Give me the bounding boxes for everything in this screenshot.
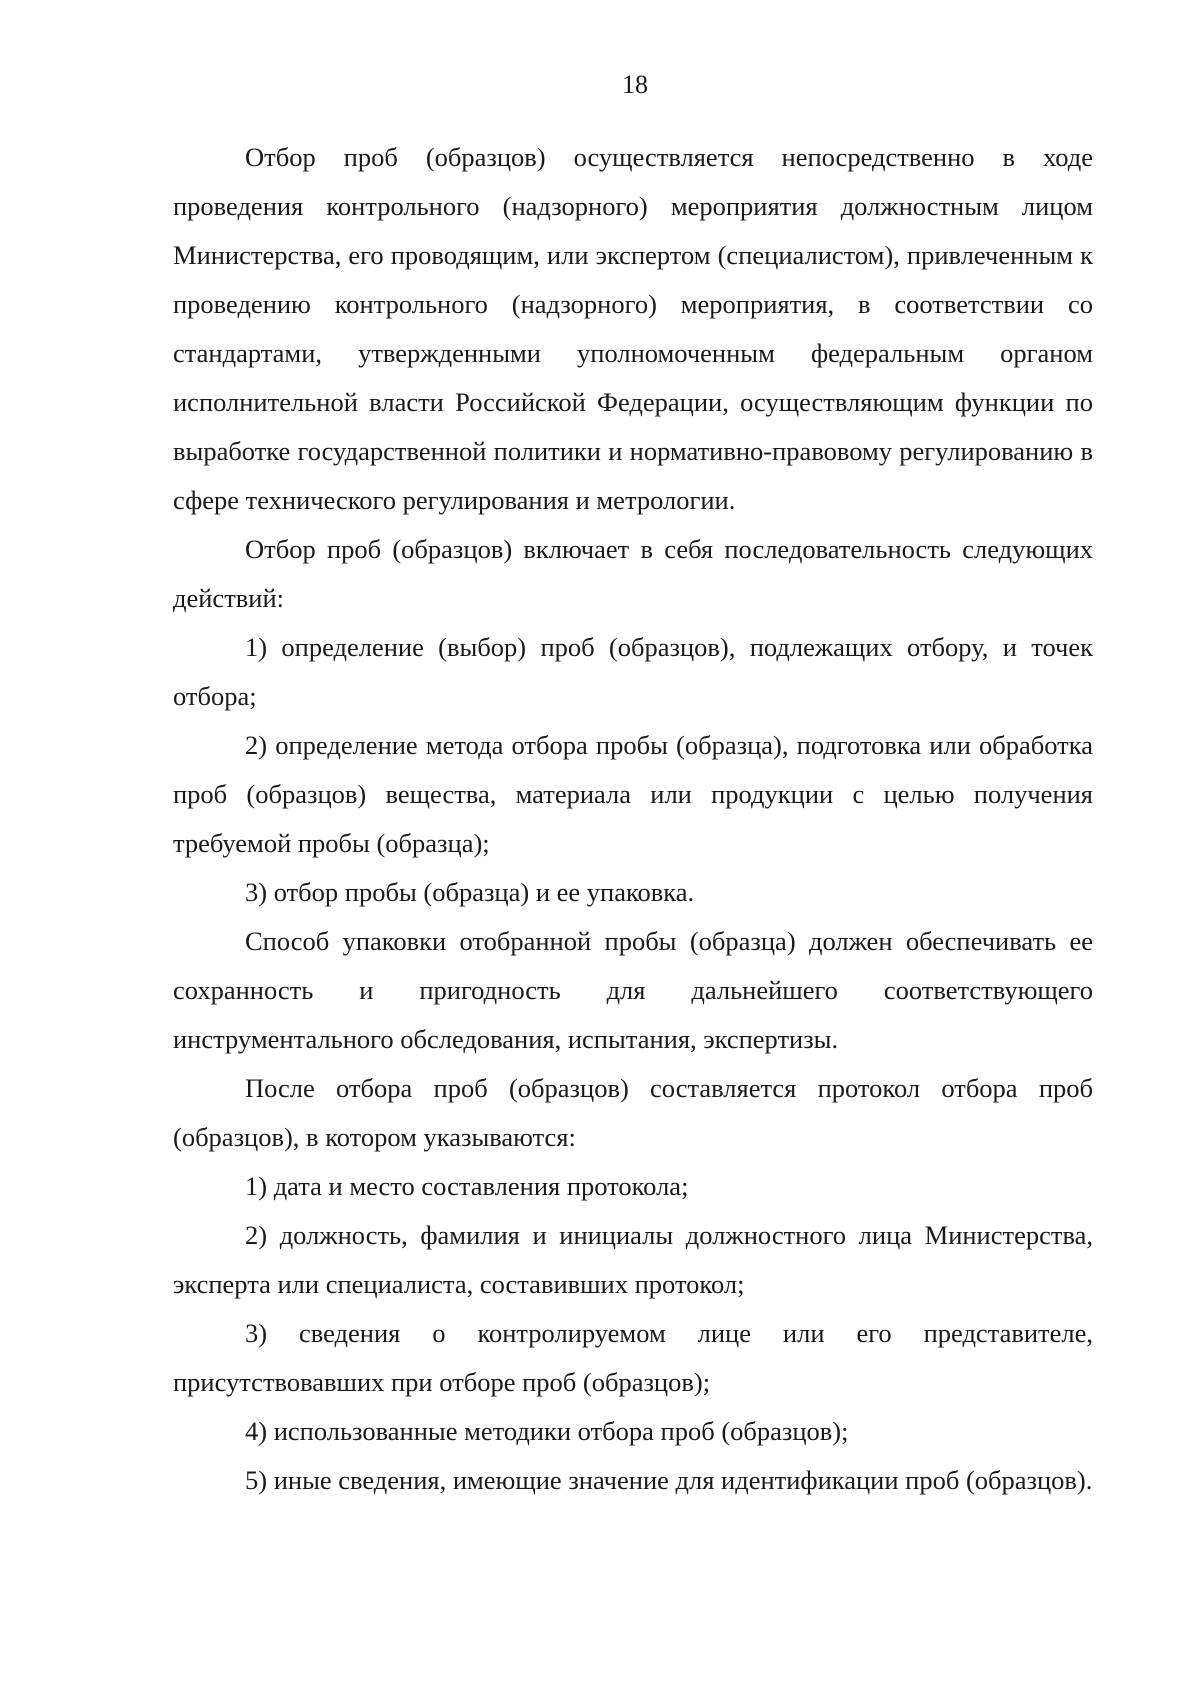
page-number: 18 (622, 70, 648, 99)
list-item-step-3: 3) отбор пробы (образца) и ее упаковка. (245, 877, 695, 907)
list-item-protocol-3: 3) сведения о контролируемом лице или его представителе, присутствовавших при отборе проб (образцов); (173, 1318, 1093, 1397)
paragraph-sampling-procedure: Отбор проб (образцов) осуществляется непосредственно в ходе проведения контрольного (надзорного) мероприятия должностным лицом Министерства, его проводящим, или экспертом (специалистом), привлеченным к проведению контрольного (надзорного) мероприятия, в соответствии со стандартами, утвержденными уполномоченным федеральным органом исполнительной власти Российской Федерации, осуществляющим функции по выработке государственной политики и нормативно-правовому регулированию в сфере технического регулирования и метрологии. (173, 142, 1093, 515)
list-item-step-1: 1) определение (выбор) проб (образцов), подлежащих отбору, и точек отбора; (173, 632, 1093, 711)
list-item-step-2: 2) определение метода отбора пробы (образца), подготовка или обработка проб (образцов) вещества, материала или продукции с целью получения требуемой пробы (образца); (173, 730, 1093, 858)
list-item-protocol-1: 1) дата и место составления протокола; (245, 1171, 689, 1201)
list-item-protocol-2: 2) должность, фамилия и инициалы должностного лица Министерства, эксперта или специалиста, составивших протокол; (173, 1220, 1093, 1299)
list-item-protocol-4: 4) использованные методики отбора проб (образцов); (245, 1416, 849, 1446)
document-body (173, 133, 1093, 1505)
paragraph-protocol-intro: После отбора проб (образцов) составляется протокол отбора проб (образцов), в котором указываются: (173, 1073, 1093, 1152)
list-item-protocol-5: 5) иные сведения, имеющие значение для идентификации проб (образцов). (245, 1465, 1093, 1495)
paragraph-sampling-steps-intro: Отбор проб (образцов) включает в себя последовательность следующих действий: (173, 534, 1093, 613)
paragraph-packaging: Способ упаковки отобранной пробы (образца) должен обеспечивать ее сохранность и пригодность для дальнейшего соответствующего инструментального обследования, испытания, экспертизы. (173, 926, 1093, 1054)
